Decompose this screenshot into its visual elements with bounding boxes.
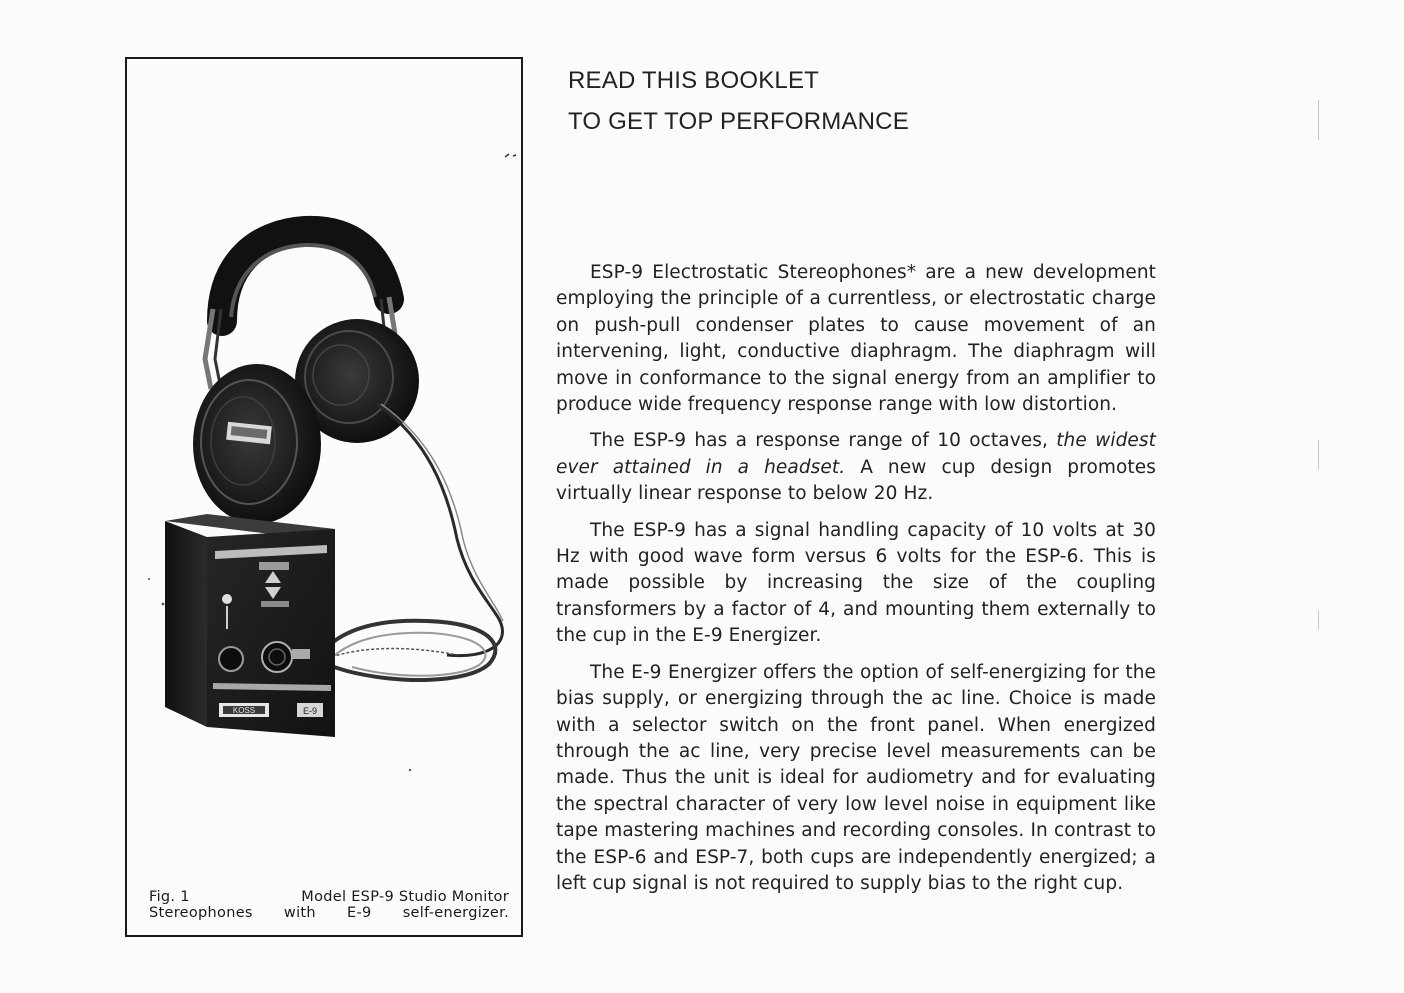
caption-line-1 (149, 889, 509, 905)
paragraph-2-emphasis: the widest ever attained in a headset. (556, 430, 1157, 478)
body-text (556, 260, 1156, 907)
left-earcup (193, 364, 321, 524)
headphones-energizer-illustration (127, 59, 521, 935)
scan-edge-mark (1318, 100, 1319, 140)
caption-word: self-energizer. (402, 905, 509, 921)
device-brand-label: KOSS (232, 706, 256, 715)
heading-line-1: READ THIS BOOKLET (568, 67, 820, 94)
paragraph-2-text: The ESP-9 has a response range of 10 octaves, (590, 430, 1057, 452)
paragraph-4: The E-9 Energizer offers the option of self-energizing for the bias supply, or energizing through the ac line. Choice is made with a selector switch on the front panel. When energized through the ac line, very precise level measurements can be made. Thus the unit is ideal for audiometry and for evaluating the spectral character of very low level noise in equipment like tape mastering machines and recording consoles. In contrast to the ESP-6 and ESP-7, both cups are independently energized; a left cup signal is not required to supply bias to the right cup. (556, 661, 1156, 894)
stray-mark (505, 154, 516, 157)
scan-edge-mark (1318, 610, 1319, 630)
heading-line-2: TO GET TOP PERFORMANCE (568, 108, 909, 135)
caption-word: with (283, 905, 316, 921)
energizer-unit (165, 514, 335, 737)
paragraph-2 (556, 428, 1156, 507)
caption-word: Stereophones (149, 905, 253, 921)
caption-figure-number: Fig. 1 (149, 889, 190, 905)
caption-line-2 (149, 905, 509, 921)
paragraph-2-text-end: A new cup design promotes virtually linear response to below 20 Hz. (556, 456, 1156, 505)
figure-caption (149, 889, 509, 921)
caption-title: Model ESP-9 Studio Monitor (301, 889, 509, 905)
device-model-label: E-9 (302, 706, 318, 716)
headphone-cable (316, 404, 503, 680)
caption-word: E-9 (347, 905, 372, 921)
page-heading (568, 60, 909, 142)
figure-frame (125, 57, 523, 937)
paragraph-3: The ESP-9 has a signal handling capacity of 10 volts at 30 Hz with good wave form versus 6 volts for the ESP-6. This is made possible by increasing the size of the coupling transformers by a factor of 4, and mounting them externally to the cup in the E-9 Energizer. (556, 519, 1156, 647)
paragraph-1: ESP-9 Electrostatic Stereophones* are a new development employing the principle of a currentless, or electrostatic charge on push-pull condenser plates to cause movement of an intervening, light, conductive diaphragm. The diaphragm will move in conformance to the signal energy from an amplifier to produce wide frequency response range with low distortion. (556, 262, 1156, 416)
scan-edge-mark (1318, 440, 1319, 470)
